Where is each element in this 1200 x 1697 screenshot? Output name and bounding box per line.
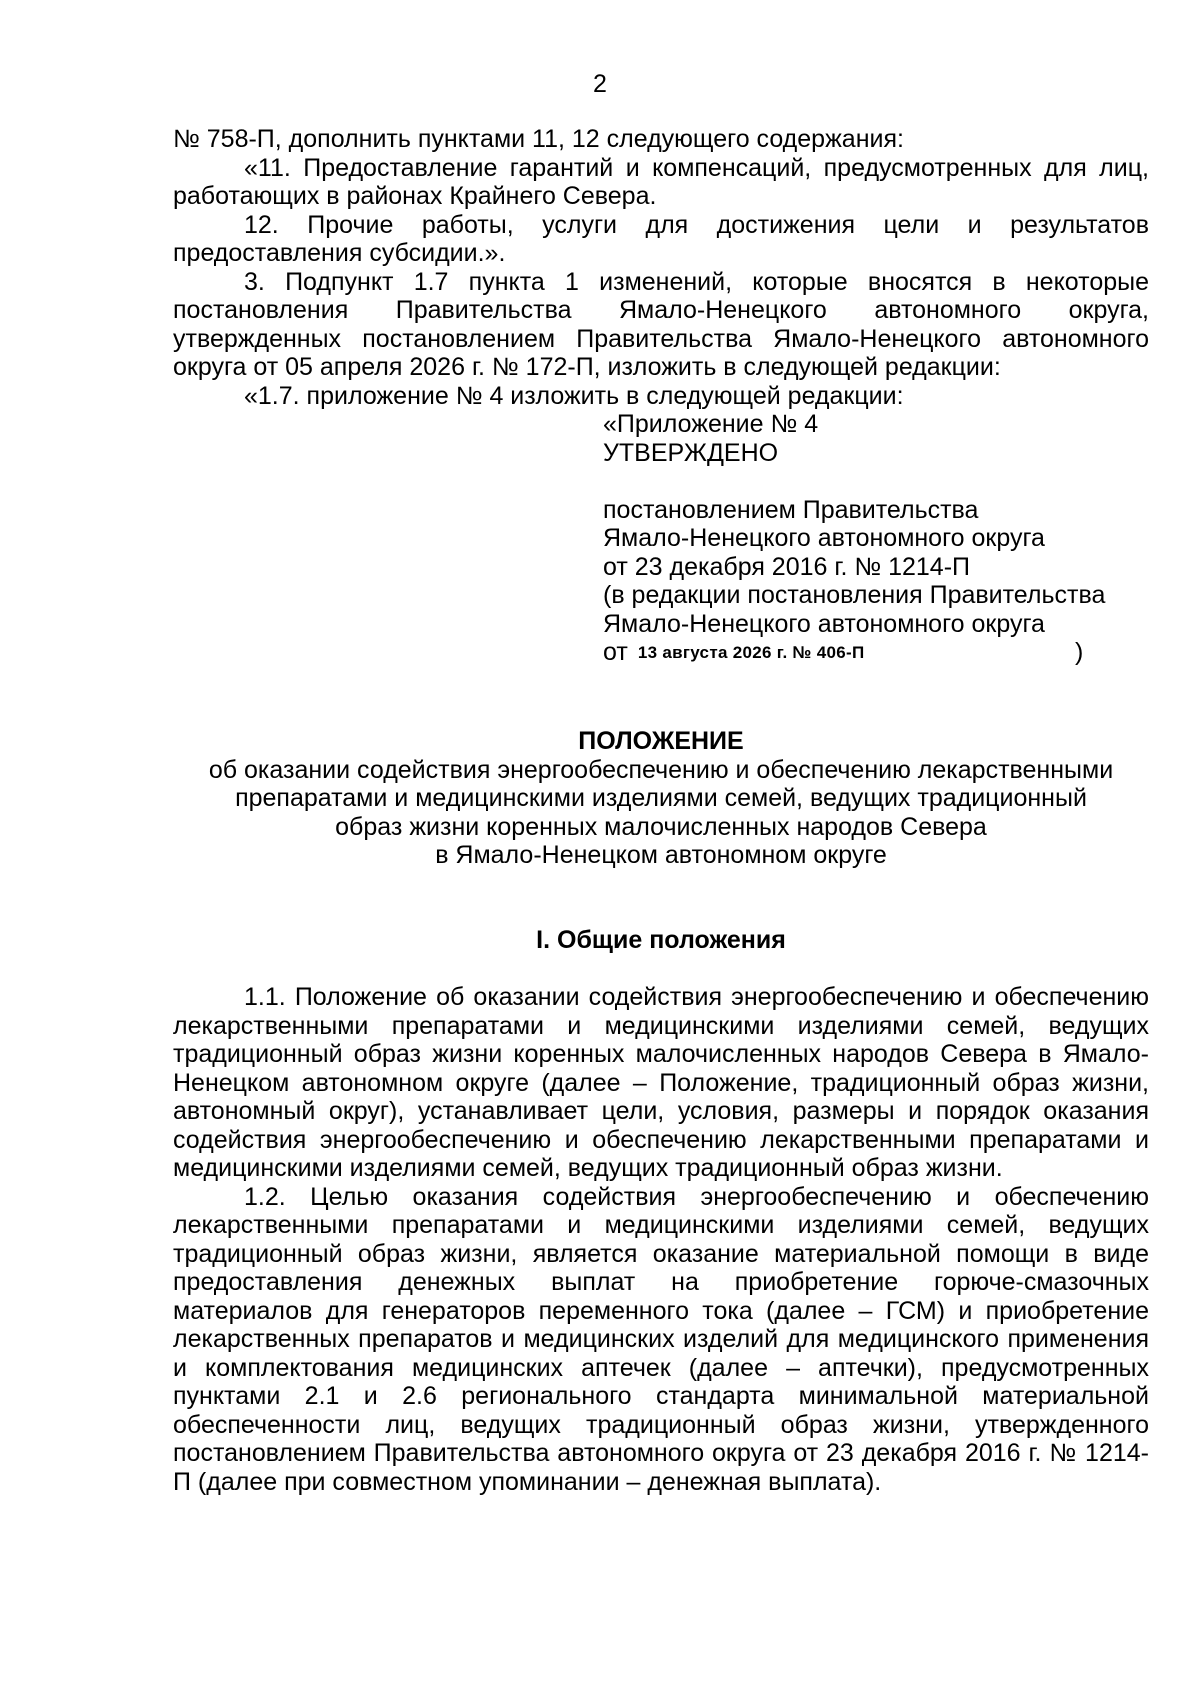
title-heading: ПОЛОЖЕНИЕ [578,727,744,755]
closing-parenthesis: ) [1075,638,1084,666]
approval-line: Ямало-Ненецкого автономного округа [603,609,1045,638]
title-line: об оказании содействия энергообеспечению и обеспечению лекарственными [208,755,1114,784]
title-line: образ жизни коренных малочисленных народов Севера [335,812,987,841]
intro-paragraph: № 758-П, дополнить пунктами 11, 12 следующего содержания: [173,125,904,153]
appendix-number: «Приложение № 4 [603,410,819,438]
approval-line: Ямало-Ненецкого автономного округа [603,524,1045,552]
section-heading: I. Общие положения [536,926,786,954]
from-prefix: от [603,638,628,666]
body-paragraph: 1.1. Положение об оказании содействия энергообеспечению и обеспечению лекарственными препаратами и медицинскими изделиями семей, ведущих традиционный образ жизни коренных малочисленных народов Севера в Ямало-Ненецком автономном округе (далее – Положение, традиционный образ жизни, автономный округ), устанавливает цели, условия, размеры и порядок оказания содействия энергообеспечению и обеспечению лекарственными препаратами и медицинскими изделиями семей, ведущих традиционный образ жизни. [173,983,1149,1182]
intro-paragraph: «11. Предоставление гарантий и компенсаций, предусмотренных для лиц, работающих в районах Крайнего Севера. [173,153,1149,210]
approval-line: (в редакции постановления Правительства [603,581,1106,609]
approval-date-line: от 23 декабря 2016 г. № 1214-П [603,552,971,581]
amendment-text [173,125,1149,410]
title-line: препаратами и медицинскими изделиями семей, ведущих традиционный [235,784,1087,812]
appendix-approval-block [603,410,1163,667]
section-body [173,983,1149,1496]
approval-line: постановлением Правительства [603,495,979,524]
body-paragraph: 1.2. Целью оказания содействия энергообеспечению и обеспечению лекарственными препаратами и медицинскими изделиями семей, ведущих традиционный образ жизни, является оказание материальной помощи в виде предоставления денежных выплат на приобретение горюче-смазочных материалов для генераторов переменного тока (далее – ГСМ) и приобретение лекарственных препаратов и медицинских изделий для медицинского применения и комплектования медицинских аптечек (далее – аптечки), предусмотренных пунктами 2.1 и 2.6 регионального стандарта минимальной материальной обеспеченности лиц, ведущих традиционный образ жизни, утвержденного постановлением Правительства автономного округа от 23 декабря 2016 г. № 1214-П (далее при совместном упоминании – денежная выплата). [173,1182,1149,1496]
revision-date-line [603,638,1163,667]
approved-label: УТВЕРЖДЕНО [603,438,779,467]
intro-paragraph: «1.7. приложение № 4 изложить в следующей редакции: [244,381,904,410]
title-line: в Ямало-Ненецком автономном округе [435,841,887,869]
intro-paragraph: 12. Прочие работы, услуги для достижения цели и результатов предоставления субсидии.». [173,210,1149,267]
document-title [173,727,1149,870]
page-number: 2 [593,70,607,98]
intro-paragraph: 3. Подпункт 1.7 пункта 1 изменений, которые вносятся в некоторые постановления Правительства Ямало-Ненецкого автономного округа, утвержденных постановлением Правительства Ямало-Ненецкого автономного округа от 05 апреля 2026 г. № 172-П, изложить в следующей редакции: [173,267,1149,381]
registration-stamp: 13 августа 2026 г. № 406-П [637,643,865,662]
